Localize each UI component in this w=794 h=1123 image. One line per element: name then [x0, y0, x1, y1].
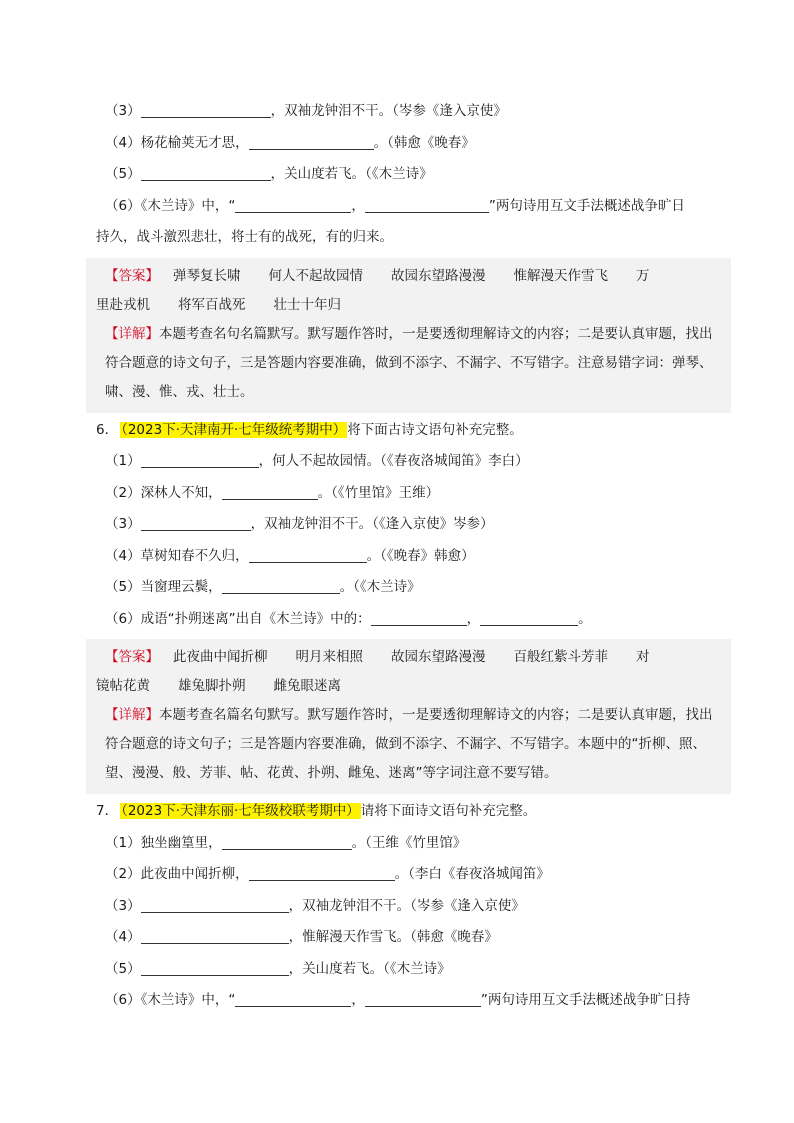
answer-blank[interactable]: [141, 101, 271, 118]
answer-blank[interactable]: [222, 577, 340, 594]
question-item: （4）杨花榆荚无才思， 。（韩愈《晚春》: [105, 134, 475, 151]
content: [96, 96, 721, 1017]
question-item-6: （6）《木兰诗》中，“ ， ”两句诗用互文手法概述战争旷日: [105, 197, 685, 214]
question-items: [96, 828, 721, 986]
question-items: [96, 96, 721, 191]
answer-row: 【答案】 弹琴复长啸 何人不起故园情 故园东望路漫漫 惟解漫天作雪飞 万: [105, 267, 650, 284]
question-item: （2）深林人不知， 。（《竹里馆》王维）: [105, 484, 440, 501]
answer-blank[interactable]: [365, 196, 489, 213]
answer-row-cont: 里赴戎机 将军百战死 壮士十年归: [96, 296, 341, 313]
detail-row: 【详解】本题考查名篇名句默写。默写题作答时，一是要透彻理解诗文的内容；二是要认真审题，找出符合题意的诗文句子；三是答题内容要准确，做到不添字、不漏字、不写错字。本题中的“折柳、照、望、漫漫、般、芳菲、帖、花黄、扑朔、雌兔、迷离”等字词注意不要写错。: [105, 707, 713, 781]
answer-blank[interactable]: [365, 990, 481, 1007]
question-item: （3） ，双袖龙钟泪不干。（岑参《逢入京使》: [105, 897, 525, 914]
answer-blank[interactable]: [141, 959, 289, 976]
answer-label: 【答案】: [105, 267, 159, 284]
answer-blank[interactable]: [249, 546, 367, 563]
answer-blank[interactable]: [249, 864, 395, 881]
question-item: （3） ，双袖龙钟泪不干。（岑参《逢入京使》: [105, 103, 507, 119]
answer-blank[interactable]: [235, 196, 351, 213]
question-7-header: 7． （2023下·天津东丽·七年级校联考期中）请将下面诗文语句补充完整。: [96, 803, 537, 819]
detail-row: 【详解】本题考查名句名篇默写。默写题作答时，一是要透彻理解诗文的内容；二是要认真审题，找出符合题意的诗文句子，三是答题内容要准确，做到不添字、不漏字、不写错字。注意易错字词：弹琴、啸、漫、惟、戎、壮士。: [105, 325, 713, 400]
question-item: （4） ，惟解漫天作雪飞。（韩愈《晚春》: [105, 929, 498, 945]
question-item-6: （6）《木兰诗》中，“ ， ”两句诗用互文手法概述战争旷日持: [105, 992, 691, 1008]
answer-row: 【答案】 此夜曲中闻折柳 明月来相照 故园东望路漫漫 百般红紫斗芳菲 对: [105, 649, 650, 665]
answer-box: [86, 258, 731, 413]
answer-blank[interactable]: [141, 164, 271, 181]
answer-blank[interactable]: [235, 990, 351, 1007]
answer-blank[interactable]: [141, 451, 259, 468]
answer-blank[interactable]: [141, 896, 289, 913]
answer-label: 【答案】: [105, 649, 159, 665]
question-item: （5）当窗理云鬓， 。（《木兰诗》: [105, 579, 421, 595]
answer-blank[interactable]: [222, 483, 318, 500]
answer-box: [86, 639, 731, 794]
source-tag: （2023下·天津南开·七年级统考期中）: [121, 421, 347, 438]
question-item: （5） ，关山度若飞。（《木兰诗》: [105, 960, 451, 977]
question-item: （5） ，关山度若飞。（《木兰诗》: [105, 166, 433, 182]
answer-blank[interactable]: [480, 609, 578, 626]
source-tag: （2023下·天津东丽·七年级校联考期中）: [121, 803, 360, 819]
question-item: （2）此夜曲中闻折柳， 。（李白《春夜洛城闻笛》: [105, 866, 550, 882]
answer-blank[interactable]: [141, 514, 251, 531]
question-item: （4）草树知春不久归， 。（《晚春》韩愈）: [105, 547, 475, 564]
answer-blank[interactable]: [371, 609, 467, 626]
question-item-6-cont: 持久，战斗激烈悲壮，将士有的战死，有的归来。: [96, 229, 393, 245]
answer-blank[interactable]: [249, 133, 374, 150]
question-item-6: （6）成语“扑朔迷离”出自《木兰诗》中的： ， 。: [105, 610, 592, 627]
question-items: [96, 446, 721, 604]
answer-blank[interactable]: [222, 833, 352, 850]
question-6-header: 6． （2023下·天津南开·七年级统考期中）将下面古诗文语句补充完整。: [96, 421, 523, 438]
answer-row-cont: 镜帖花黄 雄兔脚扑朔 雌兔眼迷离: [96, 678, 341, 694]
question-item: （3） ，双袖龙钟泪不干。（《逢入京使》岑参）: [105, 516, 494, 532]
detail-label: 【详解】: [105, 325, 159, 342]
question-item: （1） ，何人不起故园情。（《春夜洛城闻笛》李白）: [105, 453, 529, 469]
detail-label: 【详解】: [105, 707, 159, 723]
question-item: （1）独坐幽篁里， 。（王维《竹里馆》: [105, 834, 467, 851]
answer-blank[interactable]: [141, 927, 289, 944]
